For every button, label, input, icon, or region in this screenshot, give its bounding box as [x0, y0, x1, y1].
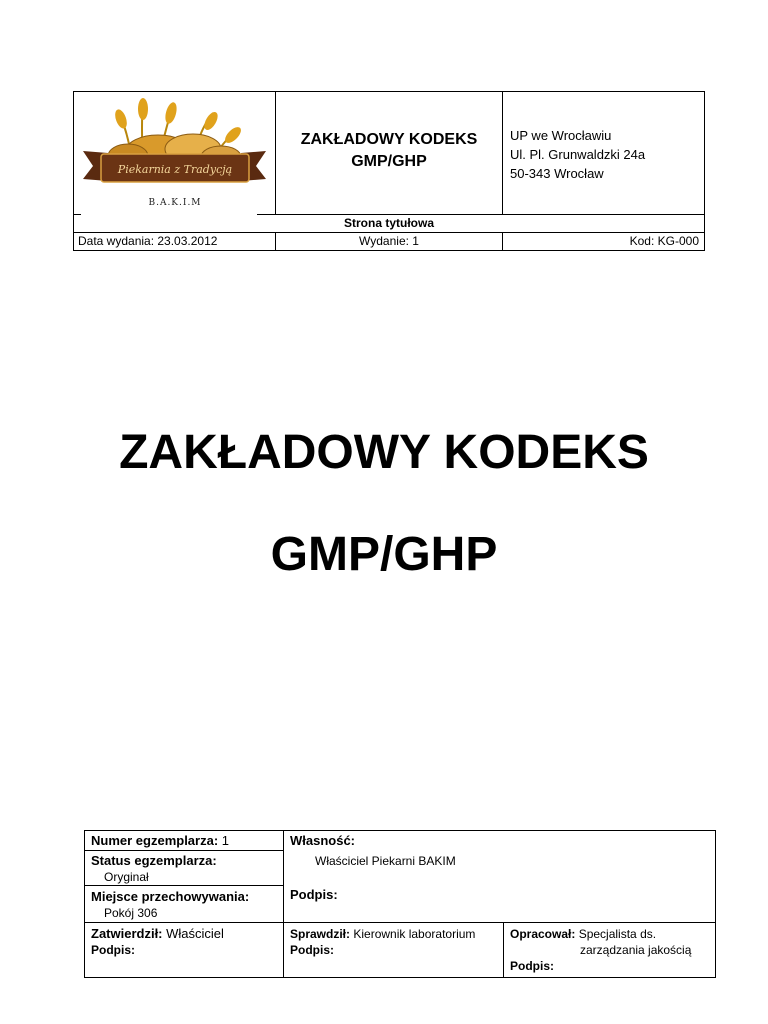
address-block — [510, 126, 700, 183]
storage-location-value: Pokój 306 — [104, 906, 158, 920]
prepared-by — [510, 926, 714, 974]
address-line: Ul. Pl. Grunwaldzki 24a — [510, 147, 646, 162]
ownership-signature-label: Podpis: — [290, 887, 338, 902]
copy-status — [91, 853, 281, 885]
copy-status-label: Status egzemplarza: — [91, 853, 217, 868]
main-title-line1: ZAKŁADOWY KODEKS — [119, 426, 649, 479]
ownership — [290, 833, 690, 869]
divider — [73, 232, 705, 233]
header-title — [276, 129, 502, 173]
document-code: Kod: KG-000 — [629, 234, 699, 248]
approved-signature-label: Podpis: — [91, 943, 135, 957]
approved-by — [91, 926, 281, 958]
prepared-signature-label: Podpis: — [510, 959, 554, 973]
storage-location-label: Miejsce przechowywania: — [91, 889, 250, 904]
divider — [283, 830, 284, 978]
ownership-label: Własność: — [290, 833, 356, 848]
ownership-value: Właściciel Piekarni BAKIM — [315, 854, 456, 868]
prepared-label: Opracował: — [510, 927, 576, 941]
logo-cell — [73, 91, 276, 214]
prepared-value-line1: Specjalista ds. — [578, 927, 657, 941]
header-table — [73, 91, 705, 251]
address-line: 50-343 Wrocław — [510, 166, 604, 181]
header-title-line2: GMP/GHP — [351, 153, 427, 170]
divider — [257, 214, 705, 215]
footer-table — [84, 830, 716, 978]
checked-value: Kierownik laboratorium — [353, 927, 476, 941]
copy-number-value: 1 — [221, 833, 230, 848]
logo-brand-text: Piekarnia z Tradycją — [117, 163, 233, 176]
copy-number — [91, 833, 281, 849]
divider — [84, 922, 716, 923]
storage-location — [91, 889, 281, 921]
page-label: Strona tytułowa — [343, 216, 434, 230]
copy-status-value: Oryginał — [104, 870, 149, 884]
divider — [84, 850, 283, 851]
issue-date: Data wydania: 23.03.2012 — [78, 234, 218, 248]
divider — [73, 214, 81, 215]
divider — [503, 922, 504, 978]
checked-label: Sprawdził: — [290, 927, 351, 941]
copy-number-label: Numer egzemplarza: — [91, 833, 219, 848]
main-title-line2: GMP/GHP — [270, 528, 498, 581]
bakery-logo — [73, 91, 276, 214]
divider — [502, 91, 503, 214]
approved-label: Zatwierdził: — [91, 926, 163, 941]
checked-signature-label: Podpis: — [290, 943, 334, 957]
edition: Wydanie: 1 — [359, 234, 419, 248]
address-line: UP we Wrocławiu — [510, 128, 612, 143]
prepared-value-line2: zarządzania jakością — [580, 943, 692, 957]
checked-by — [290, 926, 502, 958]
logo-brand-sub: B.A.K.I.M — [148, 198, 202, 208]
divider — [84, 885, 283, 886]
approved-value: Właściciel — [166, 926, 224, 941]
header-title-line1: ZAKŁADOWY KODEKS — [300, 131, 478, 148]
